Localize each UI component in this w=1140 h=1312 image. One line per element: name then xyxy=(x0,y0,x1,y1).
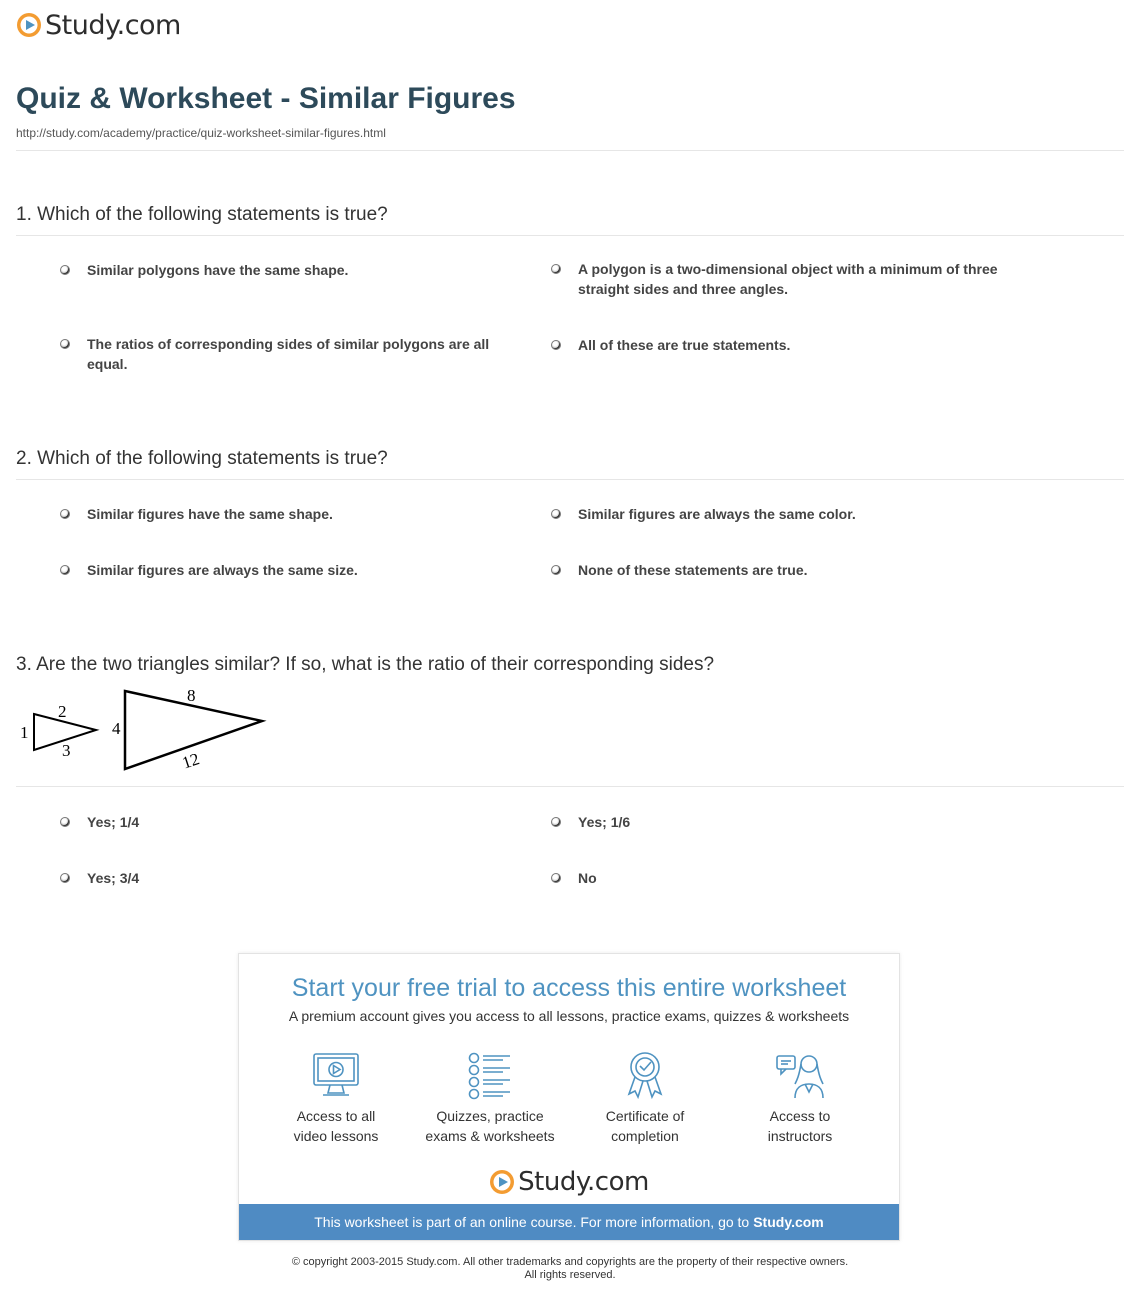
answer-label: Similar figures are always the same size. xyxy=(87,562,358,578)
feature-quizzes xyxy=(415,1050,565,1146)
radio-button[interactable] xyxy=(551,340,561,350)
page-url[interactable]: http://study.com/academy/practice/quiz-worksheet-similar-figures.html xyxy=(16,126,386,140)
answer-label: Similar figures are always the same color. xyxy=(578,506,856,522)
feature-label-line2: exams & worksheets xyxy=(425,1128,555,1144)
feature-label-line1: Quizzes, practice xyxy=(436,1108,544,1124)
q3-answer-b[interactable] xyxy=(551,812,1021,832)
radio-button[interactable] xyxy=(551,264,561,274)
label-large-left: 4 xyxy=(112,719,121,738)
answer-label: Yes; 1/4 xyxy=(87,814,140,830)
copyright-footer xyxy=(0,1256,1140,1282)
radio-button[interactable] xyxy=(551,509,561,519)
answer-label: Yes; 3/4 xyxy=(87,870,140,886)
play-logo-icon xyxy=(16,12,42,38)
feature-label-line2: instructors xyxy=(767,1128,833,1144)
q3-answer-a[interactable] xyxy=(60,812,500,832)
q1-answer-c[interactable] xyxy=(60,334,510,374)
answer-label: Similar figures have the same shape. xyxy=(87,506,333,522)
feature-video-lessons xyxy=(261,1050,411,1146)
label-large-top: 8 xyxy=(187,686,196,705)
bar-text: This worksheet is part of an online course. For more information, go to xyxy=(314,1214,750,1230)
answer-label: No xyxy=(578,870,597,886)
answer-label: The ratios of corresponding sides of similar polygons are all equal. xyxy=(87,336,490,372)
answer-label: None of these statements are true. xyxy=(578,562,808,578)
copyright-line: © copyright 2003-2015 Study.com. All other trademarks and copyrights are the property of their respective owners. xyxy=(291,1256,849,1268)
radio-button[interactable] xyxy=(551,817,561,827)
bar-link[interactable]: Study.com xyxy=(753,1214,824,1230)
page-title: Quiz & Worksheet - Similar Figures xyxy=(16,82,516,115)
feature-label-line1: Access to all xyxy=(296,1108,376,1124)
radio-button[interactable] xyxy=(60,873,70,883)
q3-answer-c[interactable] xyxy=(60,868,500,888)
divider xyxy=(16,479,1124,480)
feature-label-line1: Access to xyxy=(769,1108,831,1124)
answer-label: Similar polygons have the same shape. xyxy=(87,262,349,278)
label-small-bottom: 3 xyxy=(62,741,71,760)
radio-button[interactable] xyxy=(60,817,70,827)
logo-wordmark: Study.com xyxy=(45,9,181,41)
divider xyxy=(16,150,1124,151)
logo-wordmark: Study.com xyxy=(518,1167,649,1197)
q2-answer-b[interactable] xyxy=(551,504,1021,524)
feature-certificate xyxy=(570,1050,720,1146)
q2-answer-c[interactable] xyxy=(60,560,500,580)
label-small-top: 2 xyxy=(58,702,67,721)
feature-label-line1: Certificate of xyxy=(605,1108,685,1124)
q3-answer-d[interactable] xyxy=(551,868,1021,888)
play-logo-icon xyxy=(489,1169,515,1195)
question-3-text: 3. Are the two triangles similar? If so, what is the ratio of their corresponding sides? xyxy=(16,654,715,675)
q2-answer-a[interactable] xyxy=(60,504,500,524)
divider xyxy=(16,235,1124,236)
label-large-bottom: 12 xyxy=(179,749,202,773)
studycom-logo[interactable] xyxy=(16,9,181,41)
feature-instructors xyxy=(725,1050,875,1146)
radio-button[interactable] xyxy=(60,339,70,349)
rights-line: All rights reserved. xyxy=(524,1269,616,1281)
cta-title[interactable]: Start your free trial to access this entire worksheet xyxy=(291,974,847,1002)
question-2-text: 2. Which of the following statements is true? xyxy=(16,448,388,469)
course-info-bar xyxy=(239,1204,899,1240)
label-small-left: 1 xyxy=(20,723,29,742)
cta-subtitle: A premium account gives you access to all lessons, practice exams, quizzes & worksheets xyxy=(288,1008,850,1024)
answer-label: All of these are true statements. xyxy=(578,337,791,353)
triangles-figure xyxy=(16,684,276,780)
feature-label-line2: completion xyxy=(611,1128,679,1144)
answer-label: Yes; 1/6 xyxy=(578,814,631,830)
radio-button[interactable] xyxy=(60,565,70,575)
radio-button[interactable] xyxy=(551,873,561,883)
divider xyxy=(16,786,1124,787)
feature-label-line2: video lessons xyxy=(293,1128,379,1144)
free-trial-panel xyxy=(238,953,900,1241)
q2-answer-d[interactable] xyxy=(551,560,1021,580)
instructor-chat-icon xyxy=(775,1050,825,1100)
q1-answer-a[interactable] xyxy=(60,260,500,280)
cta-studycom-logo[interactable] xyxy=(239,1167,899,1197)
q1-answer-b[interactable] xyxy=(551,259,1021,299)
certificate-ribbon-icon xyxy=(620,1050,670,1100)
radio-button[interactable] xyxy=(551,565,561,575)
answer-label: A polygon is a two-dimensional object with a minimum of three straight sides and three angles. xyxy=(578,261,998,297)
video-monitor-icon xyxy=(311,1050,361,1100)
checklist-icon xyxy=(465,1050,515,1100)
question-1-text: 1. Which of the following statements is true? xyxy=(16,204,388,225)
q1-answer-d[interactable] xyxy=(551,335,1021,355)
radio-button[interactable] xyxy=(60,265,70,275)
radio-button[interactable] xyxy=(60,509,70,519)
